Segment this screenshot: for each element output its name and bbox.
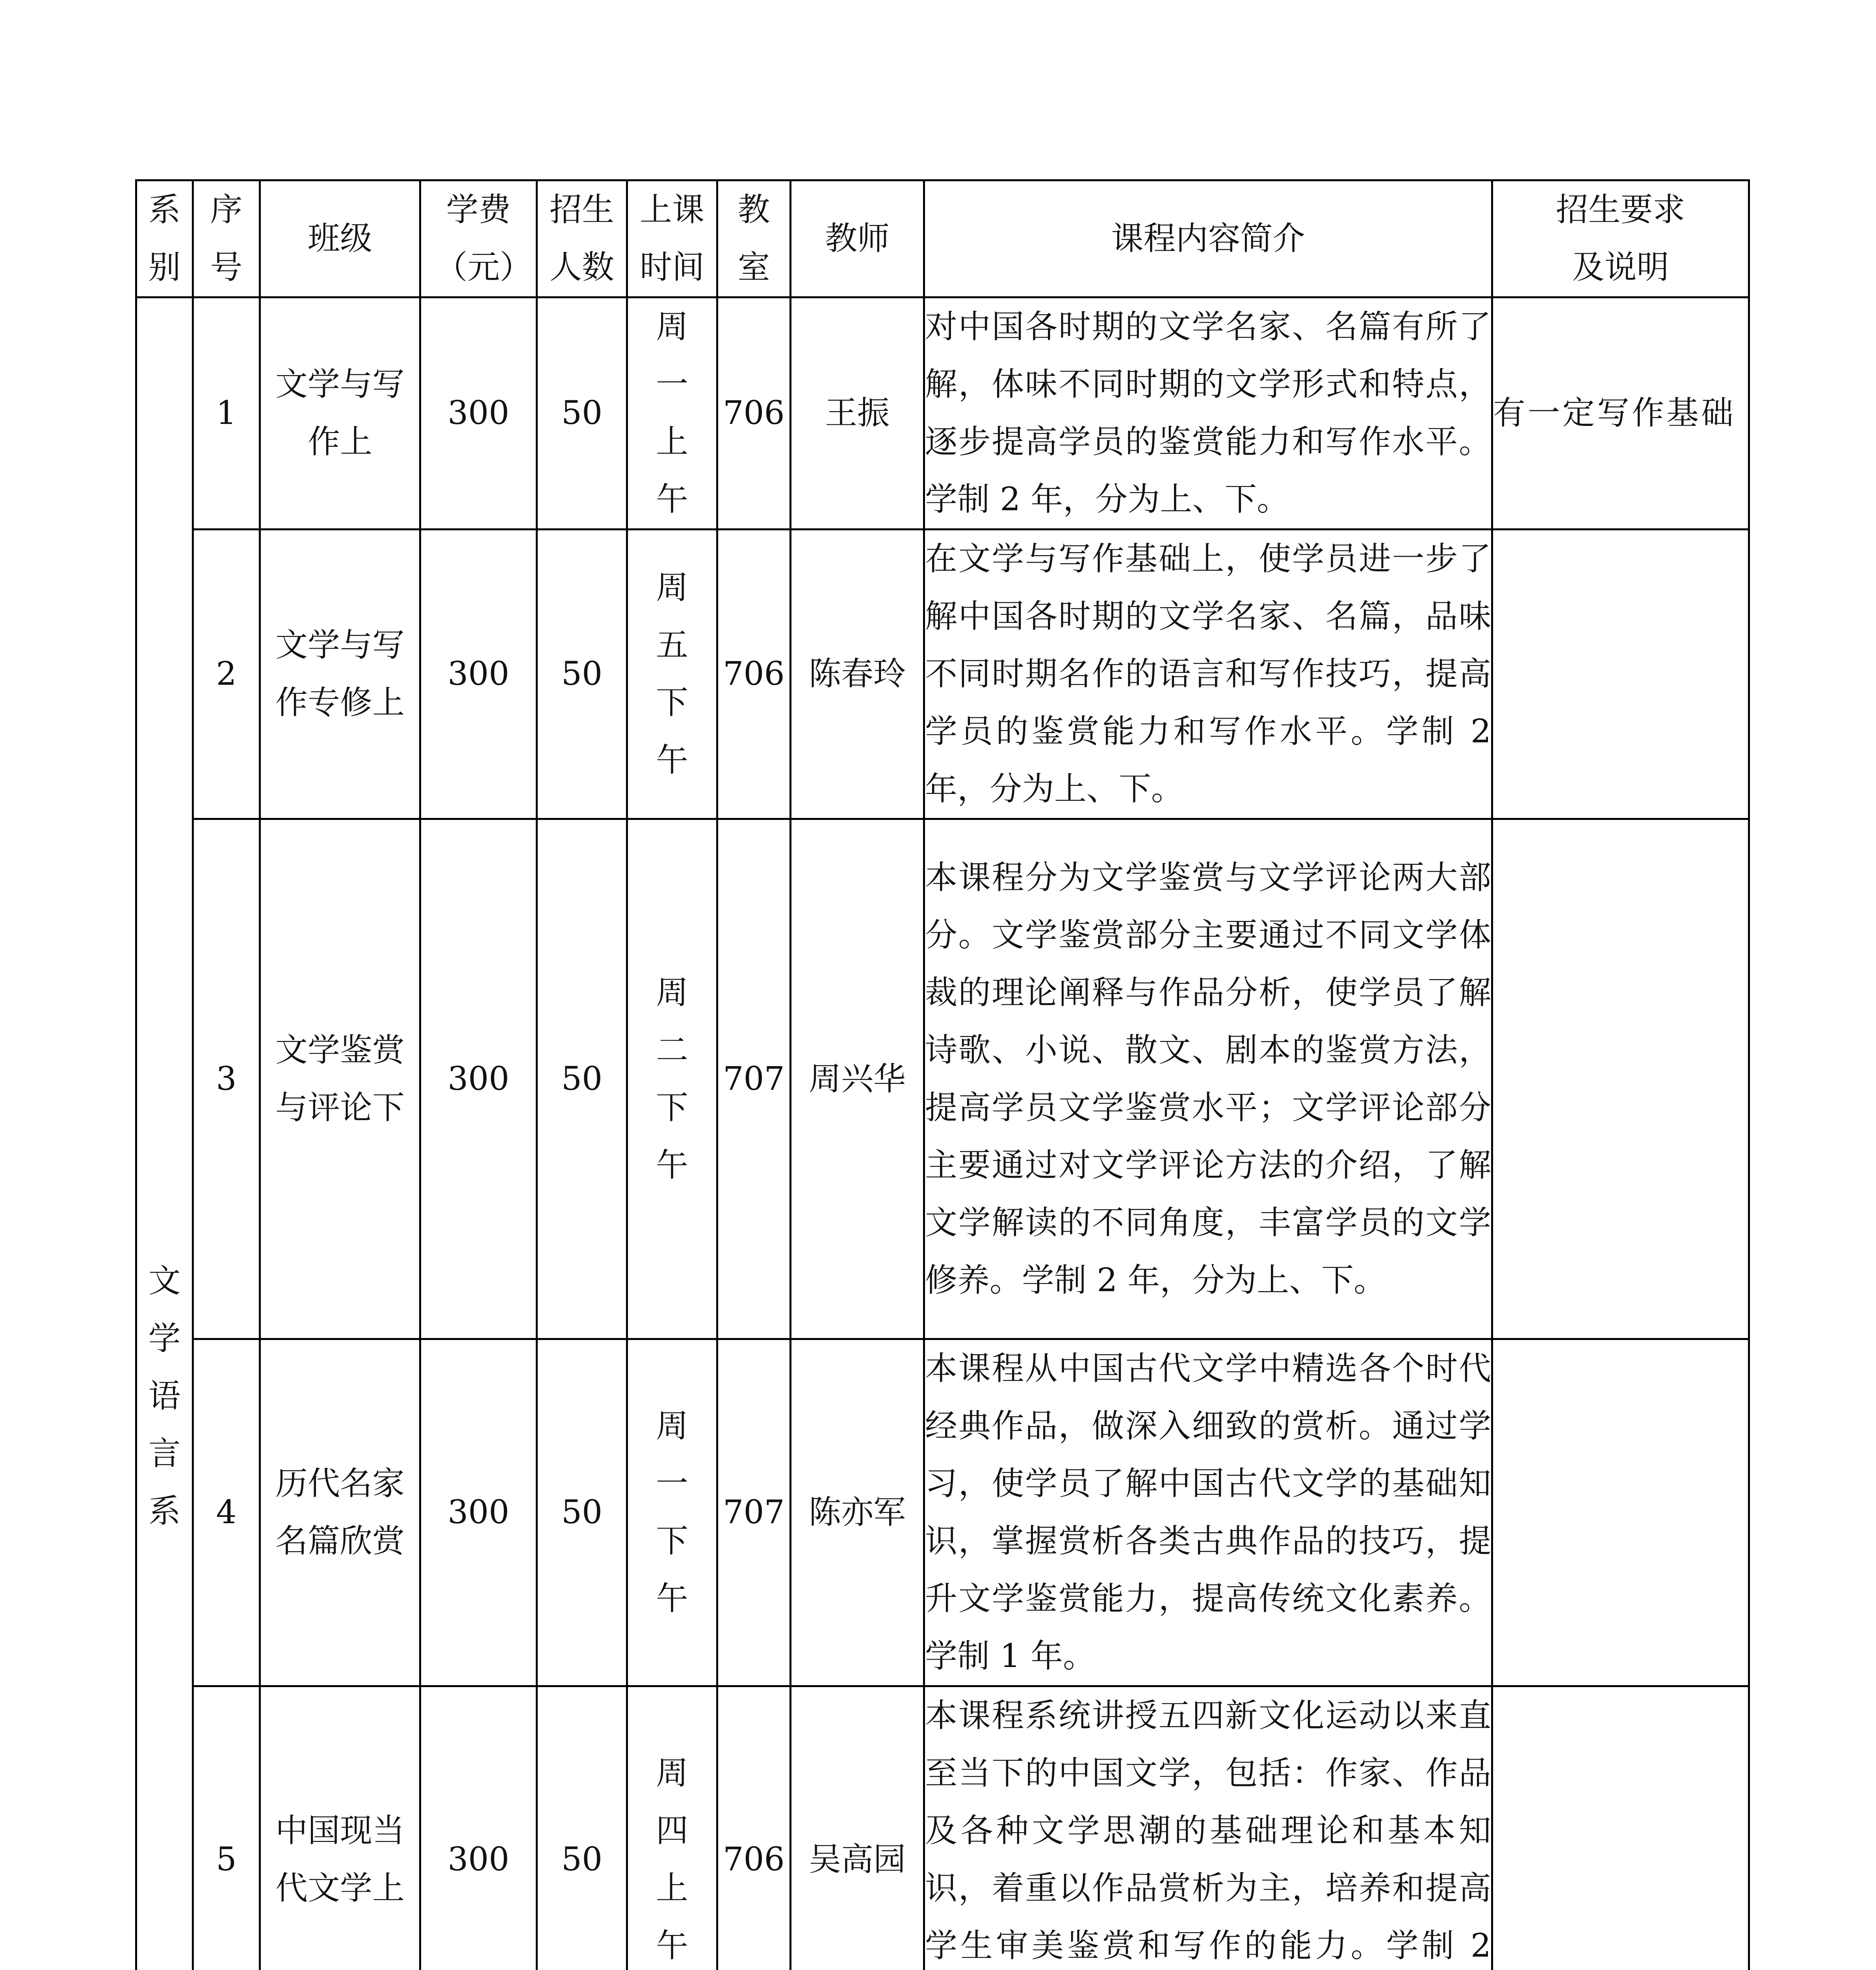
fee-cell: 300: [420, 530, 537, 819]
room-cell: 707: [717, 819, 791, 1339]
time-cell: 周四上午: [627, 1686, 717, 1970]
department-cell: [136, 297, 193, 1970]
teacher-cell: 周兴华: [791, 819, 924, 1339]
class-name-cell: 文学鉴赏与评论下: [260, 819, 420, 1339]
time-cell: 周五下午: [627, 530, 717, 819]
room-cell: 706: [717, 530, 791, 819]
seq-cell: 3: [193, 819, 260, 1339]
seq-cell: 4: [193, 1339, 260, 1686]
header-seq: 序号: [193, 180, 260, 297]
seq-cell: 2: [193, 530, 260, 819]
class-name-cell: 文学与写作专修上: [260, 530, 420, 819]
fee-cell: 300: [420, 1686, 537, 1970]
requirement-cell: [1492, 819, 1749, 1339]
class-name-cell: 文学与写作上: [260, 297, 420, 530]
course-table: [135, 179, 1750, 1970]
time-cell: 周二下午: [627, 819, 717, 1339]
teacher-cell: 陈春玲: [791, 530, 924, 819]
description-cell: 在文学与写作基础上，使学员进一步了解中国各时期的文学名家、名篇，品味不同时期名作的语言和写作技巧，提高学员的鉴赏能力和写作水平。学制 2 年，分为上、下。: [924, 530, 1492, 819]
teacher-cell: 王振: [791, 297, 924, 530]
requirement-cell: 有一定写作基础: [1492, 297, 1749, 530]
header-time: 上课时间: [627, 180, 717, 297]
header-quota: 招生人数: [537, 180, 627, 297]
description-cell: 对中国各时期的文学名家、名篇有所了解，体味不同时期的文学形式和特点，逐步提高学员的鉴赏能力和写作水平。学制 2 年，分为上、下。: [924, 297, 1492, 530]
class-name-cell: 中国现当代文学上: [260, 1686, 420, 1970]
header-req: 招生要求及说明: [1492, 180, 1749, 297]
teacher-cell: 吴高园: [791, 1686, 924, 1970]
header-dept: 系别: [136, 180, 193, 297]
quota-cell: 50: [537, 297, 627, 530]
header-room: 教室: [717, 180, 791, 297]
table-row: [136, 530, 1749, 819]
quota-cell: 50: [537, 819, 627, 1339]
fee-cell: 300: [420, 1339, 537, 1686]
requirement-cell: [1492, 530, 1749, 819]
seq-cell: 1: [193, 297, 260, 530]
header-teacher: 教师: [791, 180, 924, 297]
table-header-row: [136, 180, 1749, 297]
requirement-cell: [1492, 1686, 1749, 1970]
header-desc: 课程内容简介: [924, 180, 1492, 297]
description-cell: 本课程系统讲授五四新文化运动以来直至当下的中国文学，包括：作家、作品及各种文学思潮的基础理论和基本知识，着重以作品赏析为主，培养和提高学生审美鉴赏和写作的能力。学制 2: [924, 1686, 1492, 1970]
department-name: 文学语言系: [148, 1262, 181, 1530]
seq-cell: 5: [193, 1686, 260, 1970]
quota-cell: 50: [537, 1339, 627, 1686]
table-row: [136, 1339, 1749, 1686]
description-cell: 本课程从中国古代文学中精选各个时代经典作品，做深入细致的赏析。通过学习，使学员了解中国古代文学的基础知识，掌握赏析各类古典作品的技巧，提升文学鉴赏能力，提高传统文化素养。学制 1 年。: [924, 1339, 1492, 1686]
time-cell: 周一上午: [627, 297, 717, 530]
table-row: [136, 1686, 1749, 1970]
fee-cell: 300: [420, 297, 537, 530]
room-cell: 707: [717, 1339, 791, 1686]
class-name-cell: 历代名家名篇欣赏: [260, 1339, 420, 1686]
header-fee: 学费（元）: [420, 180, 537, 297]
description-cell: 本课程分为文学鉴赏与文学评论两大部分。文学鉴赏部分主要通过不同文学体裁的理论阐释与作品分析，使学员了解诗歌、小说、散文、剧本的鉴赏方法，提高学员文学鉴赏水平；文学评论部分主要通过对文学评论方法的介绍，了解文学解读的不同角度，丰富学员的文学修养。学制 2 年，分为上、下。: [924, 819, 1492, 1339]
time-cell: 周一下午: [627, 1339, 717, 1686]
room-cell: 706: [717, 297, 791, 530]
room-cell: 706: [717, 1686, 791, 1970]
quota-cell: 50: [537, 1686, 627, 1970]
quota-cell: 50: [537, 530, 627, 819]
header-class: 班级: [260, 180, 420, 297]
table-row: [136, 297, 1749, 530]
teacher-cell: 陈亦军: [791, 1339, 924, 1686]
table-row: [136, 819, 1749, 1339]
fee-cell: 300: [420, 819, 537, 1339]
requirement-cell: [1492, 1339, 1749, 1686]
